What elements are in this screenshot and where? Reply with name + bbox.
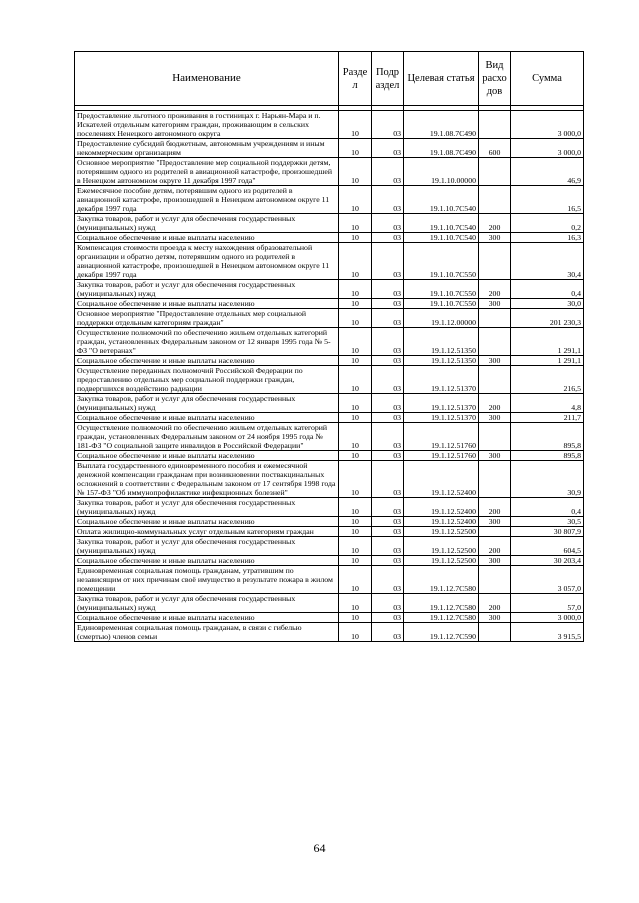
cell-sum: 895,8 xyxy=(511,451,584,461)
cell-sum: 895,8 xyxy=(511,423,584,451)
table-row xyxy=(75,299,584,309)
cell-target: 19.1.12.52500 xyxy=(404,556,479,566)
cell-kind xyxy=(479,566,511,594)
cell-kind xyxy=(479,243,511,280)
cell-sum: 46,9 xyxy=(511,158,584,186)
cell-kind: 200 xyxy=(479,394,511,413)
cell-kind xyxy=(479,309,511,328)
cell-subsection: 03 xyxy=(372,594,404,613)
cell-kind xyxy=(479,461,511,498)
table-row xyxy=(75,158,584,186)
table-row xyxy=(75,517,584,527)
cell-sum: 211,7 xyxy=(511,413,584,423)
cell-kind: 200 xyxy=(479,280,511,299)
cell-name: Социальное обеспечение и иные выплаты населению xyxy=(75,613,339,623)
cell-sum: 1 291,1 xyxy=(511,356,584,366)
cell-name: Выплата государственного единовременного пособия и ежемесячной денежной компенсации гражданам при возникновении поствакцинальных осложнений в соответствии с Федеральным законом от 17 сентября 1998 года № 157-ФЗ "Об иммунопрофилактике инфекционных болезней" xyxy=(75,461,339,498)
cell-sum: 3 000,0 xyxy=(511,111,584,139)
cell-target: 19.1.12.7С580 xyxy=(404,613,479,623)
cell-section: 10 xyxy=(339,556,372,566)
cell-section: 10 xyxy=(339,309,372,328)
cell-kind: 200 xyxy=(479,498,511,517)
header-sum: Сумма xyxy=(511,52,584,106)
table-row xyxy=(75,111,584,139)
cell-kind xyxy=(479,527,511,537)
table-row xyxy=(75,243,584,280)
cell-sum: 30,0 xyxy=(511,299,584,309)
table-row xyxy=(75,394,584,413)
cell-subsection: 03 xyxy=(372,158,404,186)
cell-name: Оплата жилищно-коммунальных услуг отдельным категориям граждан xyxy=(75,527,339,537)
table-row xyxy=(75,356,584,366)
cell-subsection: 03 xyxy=(372,356,404,366)
cell-section: 10 xyxy=(339,413,372,423)
cell-sum: 3 057,0 xyxy=(511,566,584,594)
cell-subsection: 03 xyxy=(372,233,404,243)
cell-name: Осуществление переданных полномочий Российской Федерации по предоставлению отдельных мер социальной поддержки граждан, подвергшихся воздействию радиации xyxy=(75,366,339,394)
table-row xyxy=(75,413,584,423)
cell-sum: 30 807,9 xyxy=(511,527,584,537)
cell-subsection: 03 xyxy=(372,537,404,556)
cell-subsection: 03 xyxy=(372,451,404,461)
cell-sum: 30,5 xyxy=(511,517,584,527)
cell-kind xyxy=(479,111,511,139)
cell-kind xyxy=(479,328,511,356)
cell-name: Социальное обеспечение и иные выплаты населению xyxy=(75,451,339,461)
cell-target: 19.1.12.00000 xyxy=(404,309,479,328)
cell-sum: 1 291,1 xyxy=(511,328,584,356)
table-row xyxy=(75,233,584,243)
cell-sum: 3 000,0 xyxy=(511,139,584,158)
cell-target: 19.1.12.51370 xyxy=(404,394,479,413)
cell-section: 10 xyxy=(339,527,372,537)
cell-target: 19.1.10.7С550 xyxy=(404,243,479,280)
table-header-row xyxy=(75,52,584,106)
cell-sum: 16,3 xyxy=(511,233,584,243)
cell-sum: 0,4 xyxy=(511,280,584,299)
cell-kind xyxy=(479,366,511,394)
cell-subsection: 03 xyxy=(372,328,404,356)
cell-kind: 300 xyxy=(479,451,511,461)
cell-sum: 30,4 xyxy=(511,243,584,280)
cell-name: Социальное обеспечение и иные выплаты населению xyxy=(75,413,339,423)
cell-section: 10 xyxy=(339,623,372,642)
cell-section: 10 xyxy=(339,139,372,158)
table-row xyxy=(75,461,584,498)
cell-section: 10 xyxy=(339,517,372,527)
cell-kind: 300 xyxy=(479,413,511,423)
cell-subsection: 03 xyxy=(372,309,404,328)
cell-kind: 300 xyxy=(479,517,511,527)
cell-section: 10 xyxy=(339,243,372,280)
cell-section: 10 xyxy=(339,158,372,186)
cell-sum: 0,4 xyxy=(511,498,584,517)
cell-section: 10 xyxy=(339,566,372,594)
cell-name: Закупка товаров, работ и услуг для обеспечения государственных (муниципальных) нужд xyxy=(75,280,339,299)
cell-name: Единовременная социальная помощь гражданам, утратившим по независящим от них причинам своё имущество в результате пожара в жилом помещении xyxy=(75,566,339,594)
cell-sum: 3 000,0 xyxy=(511,613,584,623)
cell-subsection: 03 xyxy=(372,498,404,517)
cell-kind: 300 xyxy=(479,556,511,566)
cell-name: Закупка товаров, работ и услуг для обеспечения государственных (муниципальных) нужд xyxy=(75,498,339,517)
table-row xyxy=(75,594,584,613)
cell-subsection: 03 xyxy=(372,214,404,233)
cell-name: Основное мероприятие "Предоставление отдельных мер социальной поддержки отдельным категориям граждан" xyxy=(75,309,339,328)
cell-sum: 30,9 xyxy=(511,461,584,498)
cell-subsection: 03 xyxy=(372,243,404,280)
cell-target: 19.1.12.51760 xyxy=(404,423,479,451)
cell-subsection: 03 xyxy=(372,139,404,158)
cell-target: 19.1.12.7С580 xyxy=(404,594,479,613)
cell-kind: 200 xyxy=(479,214,511,233)
table-row xyxy=(75,623,584,642)
cell-section: 10 xyxy=(339,594,372,613)
table-row xyxy=(75,527,584,537)
cell-name: Социальное обеспечение и иные выплаты населению xyxy=(75,556,339,566)
cell-name: Осуществление полномочий по обеспечению жильем отдельных категорий граждан, установленных Федеральным законом от 12 января 1995 года № 5-ФЗ "О ветеранах" xyxy=(75,328,339,356)
cell-subsection: 03 xyxy=(372,366,404,394)
cell-name: Закупка товаров, работ и услуг для обеспечения государственных (муниципальных) нужд xyxy=(75,594,339,613)
header-subsection: Подр аздел xyxy=(372,52,404,106)
cell-kind xyxy=(479,423,511,451)
cell-section: 10 xyxy=(339,451,372,461)
cell-subsection: 03 xyxy=(372,556,404,566)
cell-target: 19.1.12.52400 xyxy=(404,498,479,517)
cell-section: 10 xyxy=(339,328,372,356)
cell-name: Единовременная социальная помощь гражданам, в связи с гибелью (смертью) членов семьи xyxy=(75,623,339,642)
header-kind: Вид расхо дов xyxy=(479,52,511,106)
cell-sum: 216,5 xyxy=(511,366,584,394)
cell-section: 10 xyxy=(339,299,372,309)
cell-name: Осуществление полномочий по обеспечению жильем отдельных категорий граждан, установленных Федеральным законом от 24 ноября 1995 года № 181-ФЗ "О социальной защите инвалидов в Российской Федерации" xyxy=(75,423,339,451)
cell-section: 10 xyxy=(339,423,372,451)
table-row xyxy=(75,280,584,299)
cell-section: 10 xyxy=(339,280,372,299)
cell-kind: 300 xyxy=(479,299,511,309)
cell-target: 19.1.10.7С550 xyxy=(404,280,479,299)
table-row xyxy=(75,214,584,233)
cell-sum: 201 230,3 xyxy=(511,309,584,328)
cell-name: Закупка товаров, работ и услуг для обеспечения государственных (муниципальных) нужд xyxy=(75,394,339,413)
cell-name: Ежемесячное пособие детям, потерявшим одного из родителей в авиационной катастрофе, произошедшей в Ненецком автономном округе 11 декабря 1997 года xyxy=(75,186,339,214)
cell-subsection: 03 xyxy=(372,280,404,299)
cell-kind: 600 xyxy=(479,139,511,158)
cell-target: 19.1.12.7С580 xyxy=(404,566,479,594)
table-row xyxy=(75,328,584,356)
cell-target: 19.1.12.52500 xyxy=(404,527,479,537)
cell-name: Закупка товаров, работ и услуг для обеспечения государственных (муниципальных) нужд xyxy=(75,537,339,556)
cell-name: Социальное обеспечение и иные выплаты населению xyxy=(75,517,339,527)
table-row xyxy=(75,186,584,214)
cell-subsection: 03 xyxy=(372,394,404,413)
cell-target: 19.1.10.00000 xyxy=(404,158,479,186)
table-row xyxy=(75,309,584,328)
table-row xyxy=(75,613,584,623)
cell-target: 19.1.08.7С490 xyxy=(404,139,479,158)
cell-name: Социальное обеспечение и иные выплаты населению xyxy=(75,233,339,243)
page-number: 64 xyxy=(313,841,326,855)
cell-section: 10 xyxy=(339,186,372,214)
cell-kind: 300 xyxy=(479,613,511,623)
cell-subsection: 03 xyxy=(372,299,404,309)
cell-target: 19.1.12.51370 xyxy=(404,366,479,394)
table-row xyxy=(75,566,584,594)
cell-target: 19.1.08.7С490 xyxy=(404,111,479,139)
cell-subsection: 03 xyxy=(372,517,404,527)
cell-section: 10 xyxy=(339,233,372,243)
cell-subsection: 03 xyxy=(372,186,404,214)
cell-name: Компенсация стоимости проезда к месту нахождения образовательной организации и обратно детям, потерявшим одного из родителей в авиационной катастрофе, произошедшей в Ненецком автономном округе 11 декабря 1997 года xyxy=(75,243,339,280)
budget-table xyxy=(74,51,584,642)
cell-kind: 300 xyxy=(479,356,511,366)
cell-subsection: 03 xyxy=(372,527,404,537)
cell-section: 10 xyxy=(339,111,372,139)
cell-kind: 300 xyxy=(479,233,511,243)
cell-subsection: 03 xyxy=(372,566,404,594)
cell-section: 10 xyxy=(339,394,372,413)
cell-subsection: 03 xyxy=(372,423,404,451)
cell-name: Социальное обеспечение и иные выплаты населению xyxy=(75,356,339,366)
cell-target: 19.1.12.51760 xyxy=(404,451,479,461)
cell-target: 19.1.12.51350 xyxy=(404,356,479,366)
header-name: Наименование xyxy=(75,52,339,106)
cell-section: 10 xyxy=(339,498,372,517)
cell-section: 10 xyxy=(339,356,372,366)
cell-sum: 16,5 xyxy=(511,186,584,214)
cell-target: 19.1.12.7С590 xyxy=(404,623,479,642)
table-row xyxy=(75,537,584,556)
cell-subsection: 03 xyxy=(372,623,404,642)
table-row xyxy=(75,556,584,566)
cell-target: 19.1.12.51370 xyxy=(404,413,479,423)
cell-subsection: 03 xyxy=(372,461,404,498)
cell-section: 10 xyxy=(339,613,372,623)
cell-target: 19.1.10.7С540 xyxy=(404,186,479,214)
header-target: Целевая статья xyxy=(404,52,479,106)
cell-target: 19.1.12.52400 xyxy=(404,517,479,527)
cell-section: 10 xyxy=(339,461,372,498)
cell-subsection: 03 xyxy=(372,111,404,139)
cell-target: 19.1.12.52400 xyxy=(404,461,479,498)
cell-sum: 604,5 xyxy=(511,537,584,556)
table-row xyxy=(75,451,584,461)
cell-kind xyxy=(479,623,511,642)
cell-sum: 57,0 xyxy=(511,594,584,613)
cell-target: 19.1.10.7С540 xyxy=(404,233,479,243)
table-row xyxy=(75,139,584,158)
cell-sum: 3 915,5 xyxy=(511,623,584,642)
cell-section: 10 xyxy=(339,537,372,556)
table-row xyxy=(75,498,584,517)
cell-target: 19.1.10.7С540 xyxy=(404,214,479,233)
cell-name: Предоставление льготного проживания в гостиницах г. Нарьян-Мара и п. Искателей отдельным категориям граждан, проживающим в сельских поселениях Ненецкого автономного округа xyxy=(75,111,339,139)
table-body xyxy=(75,111,584,642)
header-section: Разде л xyxy=(339,52,372,106)
cell-subsection: 03 xyxy=(372,413,404,423)
cell-kind xyxy=(479,158,511,186)
cell-sum: 4,8 xyxy=(511,394,584,413)
cell-kind: 200 xyxy=(479,594,511,613)
cell-target: 19.1.12.51350 xyxy=(404,328,479,356)
cell-name: Основное мероприятие "Предоставление мер социальной поддержки детям, потерявшим одного из родителей в авиационной катастрофе, произошедшей в Ненецком автономном округе 11 декабря 1997 года" xyxy=(75,158,339,186)
cell-name: Закупка товаров, работ и услуг для обеспечения государственных (муниципальных) нужд xyxy=(75,214,339,233)
cell-sum: 30 203,4 xyxy=(511,556,584,566)
table-row xyxy=(75,423,584,451)
cell-target: 19.1.12.52500 xyxy=(404,537,479,556)
cell-kind xyxy=(479,186,511,214)
cell-name: Социальное обеспечение и иные выплаты населению xyxy=(75,299,339,309)
cell-section: 10 xyxy=(339,366,372,394)
cell-name: Предоставление субсидий бюджетным, автономным учреждениям и иным некоммерческим организациям xyxy=(75,139,339,158)
cell-subsection: 03 xyxy=(372,613,404,623)
cell-target: 19.1.10.7С550 xyxy=(404,299,479,309)
table-row xyxy=(75,366,584,394)
cell-sum: 0,2 xyxy=(511,214,584,233)
cell-section: 10 xyxy=(339,214,372,233)
cell-kind: 200 xyxy=(479,537,511,556)
